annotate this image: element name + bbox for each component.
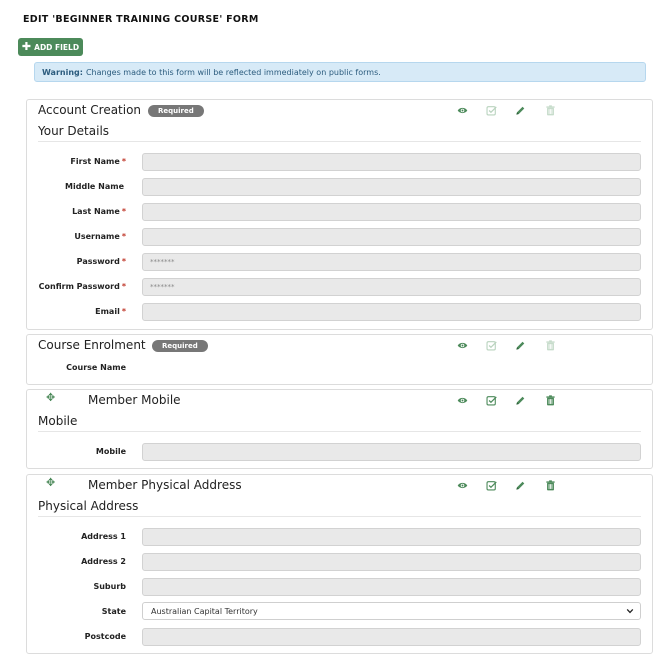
state-select[interactable] bbox=[142, 602, 641, 620]
section-physical-address: Physical Address bbox=[38, 499, 139, 513]
chevron-down-icon bbox=[626, 607, 634, 615]
label-course-name: Course Name bbox=[66, 363, 126, 372]
card-title: Member Physical Address bbox=[88, 478, 242, 492]
card-title: Course Enrolment bbox=[38, 338, 146, 352]
suburb-input[interactable] bbox=[142, 578, 641, 596]
section-your-details: Your Details bbox=[38, 124, 110, 138]
card-account-creation bbox=[26, 99, 653, 330]
eye-icon[interactable] bbox=[457, 340, 468, 351]
pencil-icon[interactable] bbox=[515, 395, 526, 406]
confirm-password-input[interactable]: ******* bbox=[142, 278, 641, 296]
required-badge: Required bbox=[152, 340, 208, 352]
required-badge: Required bbox=[148, 105, 204, 117]
section-mobile: Mobile bbox=[38, 414, 78, 428]
divider bbox=[38, 431, 641, 432]
trash-icon bbox=[545, 340, 556, 351]
move-icon[interactable]: ✥ bbox=[46, 391, 56, 404]
card-member-physical-address bbox=[26, 474, 653, 654]
label-state: State bbox=[101, 607, 126, 616]
email-input[interactable] bbox=[142, 303, 641, 321]
plus-icon: ✚ bbox=[21, 40, 32, 53]
card-title: Account Creation bbox=[38, 103, 142, 117]
password-input[interactable]: ******* bbox=[142, 253, 641, 271]
label-email: Email * bbox=[95, 307, 126, 316]
label-suburb: Suburb bbox=[93, 582, 126, 591]
last-name-input[interactable] bbox=[142, 203, 641, 221]
page-title: EDIT 'BEGINNER TRAINING COURSE' FORM bbox=[23, 14, 259, 25]
card-course-enrolment bbox=[26, 334, 653, 385]
label-address-1: Address 1 bbox=[81, 532, 126, 541]
label-mobile: Mobile bbox=[95, 447, 126, 456]
label-confirm-password: Confirm Password * bbox=[38, 282, 126, 291]
check-square-icon[interactable] bbox=[486, 395, 497, 406]
card-member-mobile bbox=[26, 389, 653, 469]
trash-icon[interactable] bbox=[545, 395, 556, 406]
first-name-input[interactable] bbox=[142, 153, 641, 171]
add-field-label: ADD FIELD bbox=[34, 42, 80, 52]
label-address-2: Address 2 bbox=[81, 557, 126, 566]
label-middle-name: Middle Name bbox=[65, 182, 124, 191]
pencil-icon[interactable] bbox=[515, 340, 526, 351]
label-postcode: Postcode bbox=[84, 632, 126, 641]
check-square-icon bbox=[486, 340, 497, 351]
mobile-input[interactable] bbox=[142, 443, 641, 461]
postcode-input[interactable] bbox=[142, 628, 641, 646]
label-username: Username * bbox=[74, 232, 126, 241]
label-password: Password * bbox=[76, 257, 126, 266]
trash-icon[interactable] bbox=[545, 480, 556, 491]
pencil-icon[interactable] bbox=[515, 105, 526, 116]
warning-strong: Warning: bbox=[42, 67, 83, 77]
warning-alert bbox=[34, 62, 646, 82]
add-field-button[interactable] bbox=[18, 38, 83, 56]
label-first-name: First Name * bbox=[70, 157, 126, 166]
check-square-icon[interactable] bbox=[486, 480, 497, 491]
eye-icon[interactable] bbox=[457, 480, 468, 491]
eye-icon[interactable] bbox=[457, 395, 468, 406]
divider bbox=[38, 516, 641, 517]
pencil-icon[interactable] bbox=[515, 480, 526, 491]
trash-icon bbox=[545, 105, 556, 116]
middle-name-input[interactable] bbox=[142, 178, 641, 196]
label-last-name: Last Name * bbox=[72, 207, 126, 216]
username-input[interactable] bbox=[142, 228, 641, 246]
card-title: Member Mobile bbox=[88, 393, 181, 407]
address-2-input[interactable] bbox=[142, 553, 641, 571]
warning-text: Changes made to this form will be reflected immediately on public forms. bbox=[85, 67, 381, 77]
state-select-value: Australian Capital Territory bbox=[151, 606, 258, 616]
address-1-input[interactable] bbox=[142, 528, 641, 546]
eye-icon[interactable] bbox=[457, 105, 468, 116]
check-square-icon bbox=[486, 105, 497, 116]
divider bbox=[38, 141, 641, 142]
move-icon[interactable]: ✥ bbox=[46, 476, 56, 489]
